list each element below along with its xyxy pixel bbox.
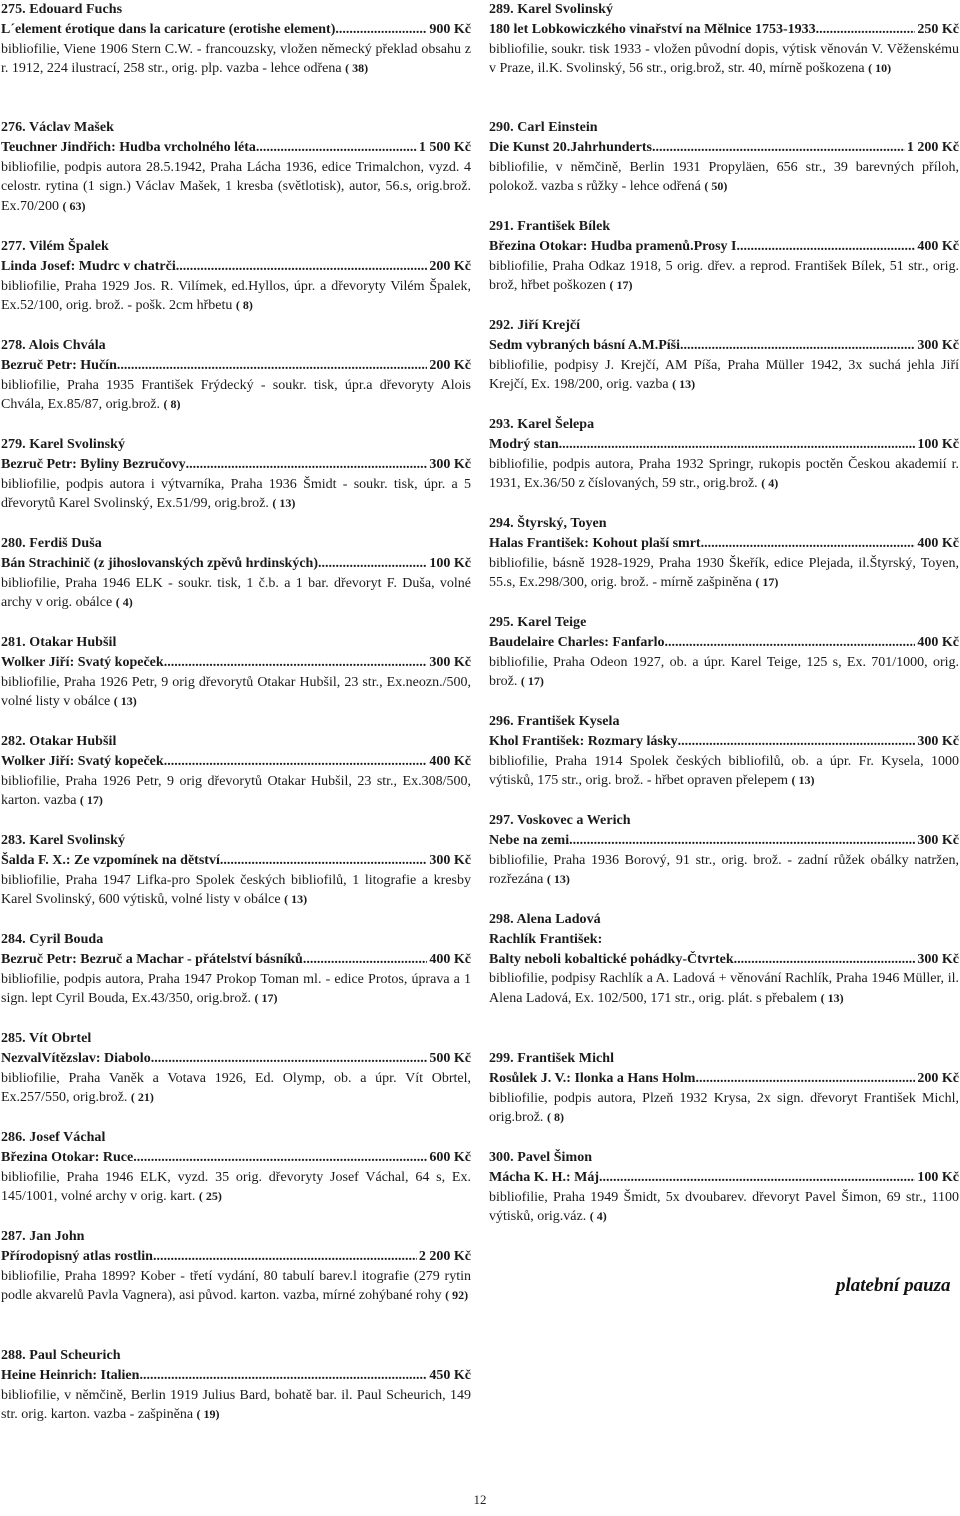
entry-description-text: bibliofilie, podpis autora 28.5.1942, Praha Lácha 1936, edice Trimalchon, vyzd. 4 celostr. rytina (1 sign.) Václav Mašek, 1 kresba (světlotisk), autor, 56.s, orig.brož. Ex.70/200 <box>1 159 471 215</box>
entry-price: 600 Kč <box>429 1149 471 1165</box>
entry-title: NezvalVítězslav: Diabolo <box>1 1050 151 1066</box>
dot-leader <box>220 851 428 871</box>
entry-description-text: bibliofilie, básně 1928-1929, Praha 1930 Škeřík, edice Plejada, il.Štyrský, Toyen, 55.s, Ex.298/300, orig. brož. - mírně zašpiněna <box>489 555 959 591</box>
dot-leader <box>117 356 428 376</box>
entry-description-text: bibliofilie, Praha 1946 ELK, vyzd. 35 orig. dřevoryty Josef Váchal, 64 s, Ex. 145/1001, volné archy v orig. kart. <box>1 1169 471 1205</box>
entry-title-row <box>489 831 959 851</box>
entry-description <box>1 376 471 416</box>
catalog-entry <box>1 930 471 1009</box>
entry-title: Březina Otokar: Ruce <box>1 1149 134 1165</box>
catalog-entry <box>1 237 471 316</box>
entry-category-code: ( 10 ) <box>868 61 891 75</box>
entry-title: L´element érotique dans la caricature (erotishe element) <box>1 21 336 37</box>
catalog-entry <box>1 1227 471 1306</box>
entry-category-code: ( 8 ) <box>236 298 253 312</box>
entry-artist: 283. Karel Svolinský <box>1 833 126 848</box>
entry-description <box>1 871 471 911</box>
entry-title: Halas František: Kohout plaší smrt <box>489 535 701 551</box>
entry-title: Přírodopisný atlas rostlin <box>1 1248 153 1264</box>
entry-description-text: bibliofilie, Praha 1946 ELK - soukr. tisk, 1 č.b. a 1 bar. dřevoryt F. Duša, volné archy v orig. obálce <box>1 575 471 611</box>
entry-artist: 288. Paul Scheurich <box>1 1348 121 1363</box>
catalog-entry <box>489 316 959 395</box>
entry-title: 180 let Lobkowiczkého vinařství na Mělnice 1753-1933 <box>489 21 816 37</box>
entry-category-code: ( 38 ) <box>345 61 368 75</box>
entry-title-row <box>489 732 959 752</box>
dot-leader <box>318 554 427 574</box>
catalog-entry <box>489 1148 959 1227</box>
entry-title: Bán Strachinič (z jihoslovanských zpěvů hrdinských) <box>1 555 318 571</box>
entry-title: Nebe na zemi <box>489 832 570 848</box>
entry-title-row <box>489 237 959 257</box>
catalog-entry <box>1 435 471 514</box>
entry-price: 400 Kč <box>917 535 959 551</box>
entry-artist: 294. Štyrský, Toyen <box>489 516 607 531</box>
entry-description-text: bibliofilie, Viene 1906 Stern C.W. - francouzsky, vložen německý překlad obsahu z r. 1912, 224 ilustrací, 258 str., orig. plp. vazba - lehce odřena <box>1 41 471 77</box>
entry-price: 300 Kč <box>429 852 471 868</box>
entry-artist: 295. Karel Teige <box>489 615 587 630</box>
entry-description <box>1 475 471 515</box>
dot-leader <box>186 455 428 475</box>
entry-description-text: bibliofilie, Praha 1947 Lifka-pro Spolek českých bibliofilů, 1 litografie a kresby Karel Svolinský, 600 výtisků, volné listy v obálce <box>1 872 471 908</box>
catalog-entry <box>1 534 471 613</box>
entry-description-text: bibliofilie, Praha 1914 Spolek českých bibliofilů, ob. a úpr. Fr. Kysela, 1000 výtisků, 175 str., orig. brož. - hřbet opraven přelepem <box>489 753 959 789</box>
entry-artist: 279. Karel Svolinský <box>1 437 126 452</box>
entry-title-row <box>489 1168 959 1188</box>
entry-title: Bezruč Petr: Byliny Bezručovy <box>1 456 186 472</box>
entry-description <box>489 1188 959 1228</box>
entry-title: Khol František: Rozmary lásky <box>489 733 678 749</box>
dot-leader <box>164 752 428 772</box>
entry-artist: 280. Ferdiš Duša <box>1 536 102 551</box>
entry-title-row <box>1 950 471 970</box>
entry-artist: 286. Josef Váchal <box>1 1130 106 1145</box>
entry-artist: 300. Pavel Šimon <box>489 1150 593 1165</box>
payment-pause-note: platební pauza <box>836 1275 951 1296</box>
entry-price: 200 Kč <box>429 258 471 274</box>
dot-leader <box>569 831 915 851</box>
entry-title-row <box>489 633 959 653</box>
entry-category-code: ( 17 ) <box>755 575 778 589</box>
entry-category-code: ( 13 ) <box>791 773 814 787</box>
entry-category-code: ( 13 ) <box>114 694 137 708</box>
entry-description-text: bibliofilie, podpis autora, Praha 1932 Springr, rukopis poctěn Českou akademií r. 1931, Ex.36/50 z číslovaných, 59 str., orig.brož. <box>489 456 959 492</box>
entry-category-code: ( 13 ) <box>821 991 844 1005</box>
dot-leader <box>153 1247 417 1267</box>
entry-description-text: bibliofilie, podpisy J. Krejčí, AM Píša, Praha Müller 1942, 3x suchá jehla Jiří Krejčí, Ex. 198/200, orig. vazba <box>489 357 959 393</box>
dot-leader <box>701 534 916 554</box>
entry-price: 300 Kč <box>917 951 959 967</box>
entry-description <box>489 455 959 495</box>
dot-leader <box>139 1366 427 1386</box>
entry-price: 400 Kč <box>917 634 959 650</box>
entry-category-code: ( 50 ) <box>704 179 727 193</box>
entry-title-row <box>1 554 471 574</box>
entry-title: Teuchner Jindřich: Hudba vrcholného léta <box>1 139 256 155</box>
catalog-entry <box>489 1049 959 1128</box>
entry-title: Šalda F. X.: Ze vzpomínek na dětství <box>1 852 220 868</box>
entry-title-row <box>489 950 959 970</box>
entry-artist: 290. Carl Einstein <box>489 120 598 135</box>
entry-title-row <box>1 1148 471 1168</box>
entry-price: 500 Kč <box>429 1050 471 1066</box>
catalog-entry <box>1 118 471 217</box>
dot-leader <box>151 1049 428 1069</box>
entry-artist: 278. Alois Chvála <box>1 338 106 353</box>
entry-artist: 281. Otakar Hubšil <box>1 635 117 650</box>
entry-description-text: bibliofilie, Praha 1935 František Frýdecký - soukr. tisk, úpr.a dřevoryty Alois Chvála, Ex.85/87, orig.brož. <box>1 377 471 413</box>
entry-title: Wolker Jiří: Svatý kopeček <box>1 753 164 769</box>
entry-artist: 276. Václav Mašek <box>1 120 114 135</box>
entry-category-code: ( 19 ) <box>197 1407 220 1421</box>
entry-title: Wolker Jiří: Svatý kopeček <box>1 654 164 670</box>
entry-price: 450 Kč <box>429 1367 471 1383</box>
catalog-entry <box>1 1029 471 1108</box>
dot-leader <box>176 257 428 277</box>
entry-title: Bezruč Petr: Hučín <box>1 357 117 373</box>
dot-leader <box>164 653 428 673</box>
entry-description <box>1 772 471 812</box>
entry-price: 400 Kč <box>429 753 471 769</box>
entry-category-code: ( 8 ) <box>547 1110 564 1124</box>
entry-price: 200 Kč <box>429 357 471 373</box>
entry-description-text: bibliofilie, Praha Odkaz 1918, 5 orig. dřev. a reprod. František Bílek, 51 str., orig. brož, hřbet poškozen <box>489 258 959 294</box>
entry-artist: 285. Vít Obrtel <box>1 1031 92 1046</box>
dot-leader <box>665 633 916 653</box>
entry-title: Linda Josef: Mudrc v chatrči <box>1 258 176 274</box>
catalog-entry <box>1 336 471 415</box>
entry-title-row <box>1 356 471 376</box>
entry-category-code: ( 63 ) <box>62 199 85 213</box>
entry-category-code: ( 4 ) <box>116 595 133 609</box>
entry-price: 400 Kč <box>917 238 959 254</box>
dot-leader <box>599 1168 915 1188</box>
dot-leader <box>695 1069 915 1089</box>
entry-category-code: ( 13 ) <box>672 377 695 391</box>
entry-title: Rosůlek J. V.: Ilonka a Hans Holm <box>489 1070 696 1086</box>
entry-artist: 292. Jiří Krejčí <box>489 318 581 333</box>
entry-title-row <box>1 257 471 277</box>
entry-price: 300 Kč <box>917 733 959 749</box>
entry-author: Rachlík František: <box>489 931 603 947</box>
entry-description <box>1 1069 471 1109</box>
catalog-entry <box>1 1128 471 1207</box>
dot-leader <box>740 237 915 257</box>
entry-title-row <box>489 1069 959 1089</box>
entry-title-row <box>1 752 471 772</box>
dot-leader <box>303 950 428 970</box>
dot-leader <box>559 435 916 455</box>
entry-description-text: bibliofilie, v němčině, Berlin 1931 Propyläen, 656 str., 39 barevných příloh, polokož. vazba s růžky - lehce odřená <box>489 159 959 195</box>
entry-title-row <box>1 138 471 158</box>
entry-title: Heine Heinrich: Italien <box>1 1367 140 1383</box>
catalog-entry <box>489 514 959 593</box>
dot-leader <box>652 138 905 158</box>
entry-price: 1 200 Kč <box>906 139 959 155</box>
entry-description <box>489 752 959 792</box>
entry-price: 100 Kč <box>429 555 471 571</box>
entry-category-code: ( 4 ) <box>590 1209 607 1223</box>
entry-title-row <box>489 435 959 455</box>
dot-leader <box>816 20 916 40</box>
entry-category-code: ( 17 ) <box>521 674 544 688</box>
entry-description <box>1 673 471 713</box>
entry-price: 300 Kč <box>429 456 471 472</box>
entry-price: 400 Kč <box>429 951 471 967</box>
entry-description <box>489 40 959 80</box>
entry-description <box>489 257 959 297</box>
entry-artist: 293. Karel Šelepa <box>489 417 595 432</box>
dot-leader <box>133 1148 427 1168</box>
entry-category-code: ( 13 ) <box>272 496 295 510</box>
entry-title: Mácha K. H.: Máj <box>489 1169 600 1185</box>
entry-description <box>489 653 959 693</box>
entry-description-text: bibliofilie, podpis autora, Praha 1947 Prokop Toman ml. - edice Protos, úprava a 1 sign. lept Cyril Bouda, Ex.43/350, orig.brož. <box>1 971 471 1007</box>
entry-description <box>1 158 471 217</box>
entry-price: 2 200 Kč <box>418 1248 471 1264</box>
entry-title-row <box>489 20 959 40</box>
entry-description <box>1 970 471 1010</box>
entry-title-row <box>1 455 471 475</box>
catalog-entry <box>489 613 959 692</box>
entry-description-text: bibliofilie, Praha Vaněk a Votava 1926, Ed. Olymp, ob. a úpr. Vít Obrtel, Ex.257/550, orig.brož. <box>1 1070 471 1106</box>
catalog-entry <box>489 811 959 890</box>
entry-category-code: ( 92 ) <box>445 1288 468 1302</box>
entry-description-text: bibliofilie, Praha 1926 Petr, 9 orig dřevorytů Otakar Hubšil, 23 str., Ex.neozn./500, volné listy v obálce <box>1 674 471 710</box>
entry-description-text: bibliofilie, Praha Odeon 1927, ob. a úpr. Karel Teige, 125 s, Ex. 701/1000, orig. brož. <box>489 654 959 690</box>
entry-description <box>1 574 471 614</box>
entry-category-code: ( 8 ) <box>164 397 181 411</box>
entry-description <box>1 1267 471 1307</box>
entry-title-row <box>1 653 471 673</box>
dot-leader <box>678 732 916 752</box>
entry-title-row <box>1 1049 471 1069</box>
entry-title-row <box>1 1366 471 1386</box>
catalog-entry <box>1 831 471 910</box>
entry-title: Baudelaire Charles: Fanfarlo <box>489 634 665 650</box>
catalog-entry <box>489 712 959 791</box>
entry-title: Die Kunst 20.Jahrhunderts <box>489 139 652 155</box>
entry-price: 100 Kč <box>917 1169 959 1185</box>
catalog-entry <box>1 633 471 712</box>
entry-title-row <box>489 534 959 554</box>
catalog-entry <box>1 732 471 811</box>
entry-category-code: ( 13 ) <box>547 872 570 886</box>
dot-leader <box>734 950 916 970</box>
entry-description <box>489 554 959 594</box>
entry-price: 1 500 Kč <box>418 139 471 155</box>
entry-price: 250 Kč <box>917 21 959 37</box>
entry-artist: 296. František Kysela <box>489 714 620 729</box>
entry-description <box>1 1386 471 1426</box>
entry-price: 900 Kč <box>429 21 471 37</box>
entry-description <box>489 851 959 891</box>
entry-artist: 298. Alena Ladová <box>489 912 601 927</box>
entry-category-code: ( 17 ) <box>610 278 633 292</box>
entry-description-text: bibliofilie, soukr. tisk 1933 - vložen původní dopis, výtisk věnován V. Věženskému v Praze, il.K. Svolinský, 56 str., orig.brož, str. 40, mírně poškozena <box>489 41 959 77</box>
entry-category-code: ( 21 ) <box>131 1090 154 1104</box>
entry-artist: 275. Edouard Fuchs <box>1 2 123 17</box>
entry-artist: 299. František Michl <box>489 1051 615 1066</box>
entry-artist: 297. Voskovec a Werich <box>489 813 631 828</box>
entry-description-text: bibliofilie, podpis autora, Plzeň 1932 Krysa, 2x sign. dřevoryt František Michl, orig.brož. <box>489 1090 959 1126</box>
dot-leader <box>335 20 427 40</box>
entry-title-row <box>489 138 959 158</box>
entry-description-text: bibliofilie, podpisy Rachlík a A. Ladová + věnování Rachlík, Praha 1946 Müller, il. Alena Ladová, Ex. 102/500, 171 str., orig. plát. s přebalem <box>489 971 959 1007</box>
entry-description-text: bibliofilie, Praha 1949 Šmidt, 5x dvoubarev. dřevoryt Pavel Šimon, 69 str., 1100 výtisků, orig.váz. <box>489 1189 959 1225</box>
entry-description <box>489 1089 959 1129</box>
page-number: 12 <box>473 1492 487 1507</box>
entry-title: Modrý stan <box>489 436 559 452</box>
entry-artist: 284. Cyril Bouda <box>1 932 104 947</box>
entry-description-text: bibliofilie, Praha 1929 Jos. R. Vilímek, ed.Hyllos, úpr. a dřevoryty Vilém Špalek, Ex.52/100, orig. brož. - pošk. 2cm hřbetu <box>1 278 471 314</box>
entry-title: Sedm vybraných básní A.M.Píši <box>489 337 680 353</box>
entry-category-code: ( 13 ) <box>284 892 307 906</box>
entry-artist: 282. Otakar Hubšil <box>1 734 117 749</box>
entry-title: Balty neboli kobaltické pohádky-Čtvrtek <box>489 951 734 967</box>
catalog-entry <box>1 0 471 79</box>
entry-description <box>1 40 471 80</box>
entry-description <box>1 1168 471 1208</box>
entry-price: 300 Kč <box>917 832 959 848</box>
entry-description-text: bibliofilie, Praha 1926 Petr, 9 orig dřevorytů Otakar Hubšil, 23 str., Ex.308/500, karton. vazba <box>1 773 471 809</box>
catalog-entry <box>489 217 959 296</box>
entry-title-row <box>1 1247 471 1267</box>
entry-description-text: bibliofilie, v němčině, Berlin 1919 Julius Bard, bohatě bar. il. Paul Scheurich, 149 str. orig. karton. vazba - zašpiněna <box>1 1387 471 1423</box>
dot-leader <box>256 138 417 158</box>
catalog-entry <box>489 910 959 1009</box>
entry-description-text: bibliofilie, Praha 1936 Borový, 91 str., orig. brož. - zadní růžek obálky natržen, rozřezána <box>489 852 959 888</box>
dot-leader <box>680 336 915 356</box>
entry-title: Březina Otokar: Hudba pramenů.Prosy I. <box>489 238 740 254</box>
entry-title-row <box>1 851 471 871</box>
entry-description <box>489 158 959 198</box>
entry-price: 300 Kč <box>917 337 959 353</box>
entry-price: 200 Kč <box>917 1070 959 1086</box>
catalog-entry <box>1 1346 471 1425</box>
entry-description <box>489 356 959 396</box>
catalog-entry <box>489 0 959 79</box>
entry-artist: 287. Jan John <box>1 1229 85 1244</box>
entry-artist: 277. Vilém Špalek <box>1 239 109 254</box>
entry-category-code: ( 17 ) <box>255 991 278 1005</box>
entry-description <box>489 969 959 1009</box>
entry-description <box>1 277 471 317</box>
entry-title: Bezruč Petr: Bezruč a Machar - přátelství básníků <box>1 951 303 967</box>
entry-category-code: ( 4 ) <box>761 476 778 490</box>
entry-description-text: bibliofilie, podpis autora i výtvarníka, Praha 1936 Šmidt - soukr. tisk, úpr. a 5 dřevorytů Karel Svolinský, Ex.51/99, orig.brož. <box>1 476 471 512</box>
entry-category-code: ( 25 ) <box>199 1189 222 1203</box>
catalog-entry <box>489 118 959 197</box>
entry-price: 300 Kč <box>429 654 471 670</box>
entry-price: 100 Kč <box>917 436 959 452</box>
entry-category-code: ( 17 ) <box>80 793 103 807</box>
entry-title-row <box>1 20 471 40</box>
catalog-entry <box>489 415 959 494</box>
entry-title-row <box>489 336 959 356</box>
entry-artist: 289. Karel Svolinský <box>489 2 614 17</box>
entry-description-text: bibliofilie, Praha 1899? Kober - třetí vydání, 80 tabulí barev.l itografie (279 rytin podle akvarelů Pavla Vagnera), asi původ. karton. vazba, mírné zohýbané rohy <box>1 1268 471 1304</box>
entry-artist: 291. František Bílek <box>489 219 611 234</box>
